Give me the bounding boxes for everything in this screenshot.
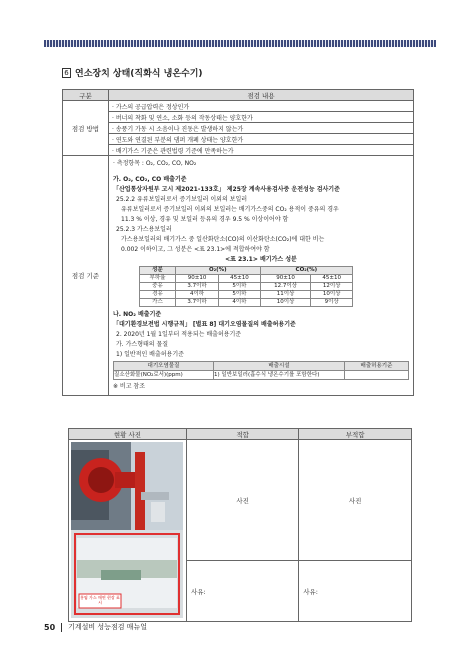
unfit-reason: 사유: bbox=[299, 561, 412, 622]
gas-cell: 10이상 bbox=[260, 299, 311, 307]
gas-cell: 11이상 bbox=[260, 291, 311, 299]
gas-table-caption: <표 23.1> 배기가스 성분 bbox=[225, 256, 297, 263]
emission-header: 배출시설 bbox=[214, 362, 345, 371]
criteria-line: 1) 일반적인 배출허용기준 bbox=[116, 351, 184, 358]
gas-cell: 3.7이하 bbox=[175, 283, 218, 291]
emission-row bbox=[114, 371, 409, 380]
photo-label: 홍염 가스 매연 현장 표시 bbox=[80, 595, 120, 605]
col-header-unfit: 부적합 bbox=[299, 429, 412, 440]
gas-cell: 12.7이상 bbox=[260, 283, 311, 291]
footer bbox=[44, 622, 147, 632]
footer-divider bbox=[61, 623, 62, 632]
criteria-line: 가스용보일러의 배기가스 중 일산화탄소(CO)의 이산화탄소(CO₂)에 대한 비는 bbox=[121, 236, 325, 243]
gas-cell: 가스 bbox=[140, 299, 176, 307]
criteria-label: 점검 기준 bbox=[63, 156, 109, 396]
method-label: 점검 방법 bbox=[63, 101, 109, 156]
criteria-line: 0.002 이하이고, 그 성분은 <표 23.1>에 적합하여야 함 bbox=[121, 246, 270, 253]
section-heading bbox=[62, 66, 203, 79]
emission-header: 배출허용기준 bbox=[345, 362, 409, 371]
gas-cell: 4이하 bbox=[219, 299, 261, 307]
criteria-line: 2. 2020년 1월 1일부터 적용되는 배출허용기준 bbox=[116, 331, 242, 338]
emission-header: 대기오염물질 bbox=[114, 362, 214, 371]
col-header-category: 구분 bbox=[63, 90, 109, 101]
gas-cell: 10이상 bbox=[311, 291, 353, 299]
emission-cell: 1) 일반보일러(흡수식 냉온수기를 포함한다) bbox=[214, 371, 345, 380]
method-item: · 버너의 착화 및 연소, 소화 등의 작동상태는 양호한가 bbox=[109, 112, 414, 123]
inspection-table bbox=[62, 89, 414, 396]
note: ※ 비고 참조 bbox=[113, 383, 146, 390]
gas-cell: 부하율 bbox=[140, 275, 176, 283]
sub-title-b: 나. NO₂ 배출기준 bbox=[113, 311, 162, 318]
gas-cell: 3.7이하 bbox=[175, 299, 218, 307]
gas-row bbox=[140, 291, 353, 299]
measure-items: · 측정항목 : O₂, CO₂, CO, NO₂ bbox=[113, 160, 197, 167]
gas-row bbox=[140, 283, 353, 291]
gas-table bbox=[139, 266, 353, 307]
status-photo-cell bbox=[69, 440, 187, 622]
gas-cell: 12이상 bbox=[311, 283, 353, 291]
sub-title-a: 가. O₂, CO₂, CO 배출기준 bbox=[113, 176, 187, 183]
fit-photo-cell: 사진 bbox=[187, 440, 299, 561]
unfit-photo-cell: 사진 bbox=[299, 440, 412, 561]
criteria-line: 유류보일러로서 증기보일러 이외의 보일러는 배기가스중의 CO₂ 용적이 중유의 경우 bbox=[121, 206, 339, 213]
gas-header: O₂(%) bbox=[175, 267, 260, 275]
method-item: · 가스의 공급압력은 정상인가 bbox=[109, 101, 414, 112]
gas-cell: 45±10 bbox=[219, 275, 261, 283]
col-header-photo: 현황 사진 bbox=[69, 429, 187, 440]
emission-cell bbox=[345, 371, 409, 380]
criteria-content bbox=[109, 156, 414, 396]
gas-cell: 45±10 bbox=[311, 275, 353, 283]
footer-title: 기계설비 성능점검 매뉴얼 bbox=[68, 623, 147, 631]
criteria-line: 가. 가스형태의 물질 bbox=[116, 341, 169, 348]
gas-header: CO₂(%) bbox=[260, 267, 352, 275]
header-bar bbox=[44, 40, 436, 47]
status-photo bbox=[71, 442, 183, 618]
criteria-line: 11.3 % 이상, 경유 및 보일러 등유의 경우 9.5 % 이상이어야 함 bbox=[121, 216, 289, 223]
gas-cell: 9이상 bbox=[311, 299, 353, 307]
gas-cell: 중유 bbox=[140, 283, 176, 291]
gas-cell: 90±10 bbox=[260, 275, 311, 283]
method-item: · 연도와 연결된 부분의 댐퍼 개폐 상태는 양호한가 bbox=[109, 134, 414, 145]
criteria-line: 25.2.3 가스용보일러 bbox=[116, 226, 172, 233]
page-number: 50 bbox=[44, 622, 56, 632]
section-number: 6 bbox=[62, 68, 71, 78]
gas-row bbox=[140, 275, 353, 283]
fit-reason: 사유: bbox=[187, 561, 299, 622]
criteria-line: 25.2.2 유류보일러로서 증기보일러 이외의 보일러 bbox=[116, 196, 248, 203]
gas-row bbox=[140, 299, 353, 307]
emission-cell: 질소산화물(NO₂로서)(ppm) bbox=[114, 371, 214, 380]
burner-photo-icon bbox=[71, 442, 183, 618]
gas-header: 성분 bbox=[140, 267, 176, 275]
photo-table bbox=[68, 428, 412, 622]
col-header-fit: 적합 bbox=[187, 429, 299, 440]
gas-cell: 4이하 bbox=[175, 291, 218, 299]
regulation-b: 「대기환경보전법 시행규칙」 [별표 8] 대기오염물질의 배출허용기준 bbox=[113, 321, 296, 328]
gas-cell: 90±10 bbox=[175, 275, 218, 283]
col-header-content: 점검 내용 bbox=[109, 90, 414, 101]
method-item: · 배기가스 기준은 관련법령 기준에 만족하는가 bbox=[109, 145, 414, 156]
gas-cell: 5이하 bbox=[219, 291, 261, 299]
section-title: 연소장치 상태(직화식 냉온수기) bbox=[75, 69, 203, 79]
gas-cell: 경유 bbox=[140, 291, 176, 299]
emission-table bbox=[113, 361, 409, 380]
gas-cell: 5이하 bbox=[219, 283, 261, 291]
regulation-a: 「산업통상자원부 고시 제2021-133호」 제25장 계속사용검사중 운전성능 검사기준 bbox=[113, 186, 340, 193]
method-item: · 송풍기 가동 시 소음이나 진동은 발생하지 않는가 bbox=[109, 123, 414, 134]
